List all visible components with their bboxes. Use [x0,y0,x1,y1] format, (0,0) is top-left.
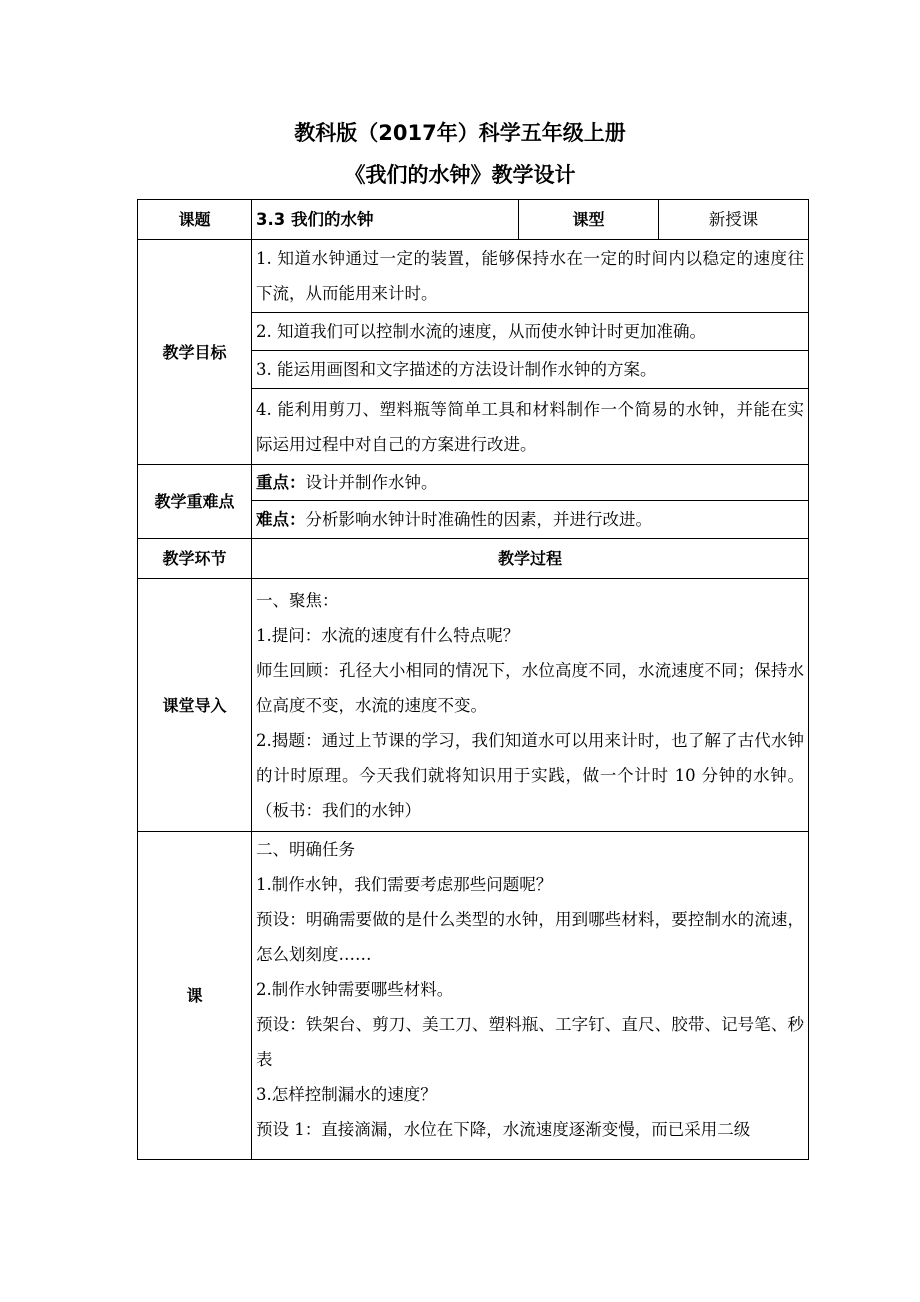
intro-label: 课堂导入 [138,579,252,832]
focus-cell [252,465,809,501]
intro-row [138,579,809,832]
keypoint-row [138,465,809,501]
lesson-line: 2.制作水钟需要哪些材料。 [256,980,454,999]
objective-item-1: 1. 知道水钟通过一定的装置，能够保持水在一定的时间内以稳定的速度往下流，从而能用来计时。 [252,240,809,313]
lesson-line: 预设：铁架台、剪刀、美工刀、塑料瓶、工字钉、直尺、胶带、记号笔、秒表 [256,1015,804,1069]
lesson-plan-table [137,199,809,1160]
lesson-content [252,832,809,1160]
type-value: 新授课 [659,200,809,240]
difficulty-cell [252,501,809,539]
objective-item-2: 2. 知道我们可以控制水流的速度，从而使水钟计时更加准确。 [252,313,809,351]
document-title: 教科版（2017年）科学五年级上册 [294,121,626,145]
intro-content [252,579,809,832]
lesson-label: 课 [138,832,252,1160]
focus-text: 设计并制作水钟。 [305,473,438,492]
intro-line: 一、聚焦： [256,590,339,610]
topic-label: 课题 [138,200,252,240]
objective-item-3: 3. 能运用画图和文字描述的方法设计制作水钟的方案。 [252,351,809,389]
lesson-line: 二、明确任务 [256,840,355,859]
focus-label: 重点： [256,473,306,492]
intro-line: 师生回顾：孔径大小相同的情况下，水位高度不同，水流速度不同；保持水位高度不变，水流的速度不变。 [256,660,804,715]
lesson-line: 预设 1：直接滴漏，水位在下降，水流速度逐渐变慢，而已采用二级 [256,1120,751,1139]
difficulty-label: 难点： [256,510,306,529]
document-subtitle: 《我们的水钟》教学设计 [344,163,576,187]
lesson-line: 预设：明确需要做的是什么类型的水钟，用到哪些材料，要控制水的流速，怎么划刻度…… [256,910,804,964]
objective-item-4: 4. 能利用剪刀、塑料瓶等简单工具和材料制作一个简易的水钟，并能在实际运用过程中对自己的方案进行改进。 [252,389,809,465]
topic-value: 3.3 我们的水钟 [252,200,519,240]
process-label: 教学过程 [252,539,809,579]
intro-line: 2.揭题：通过上节课的学习，我们知道水可以用来计时，也了解了古代水钟的计时原理。今天我们就将知识用于实践，做一个计时 10 分钟的水钟。（板书：我们的水钟） [256,730,804,820]
keypoints-label: 教学重难点 [138,465,252,539]
process-header-row [138,539,809,579]
stage-label: 教学环节 [138,539,252,579]
type-label: 课型 [519,200,659,240]
intro-line: 1.提问：水流的速度有什么特点呢？ [256,625,520,645]
objective-row [138,240,809,313]
topic-row [138,200,809,240]
lesson-line: 3.怎样控制漏水的速度？ [256,1085,437,1104]
difficulty-text: 分析影响水钟计时准确性的因素，并进行改进。 [305,510,652,529]
lesson-line: 1.制作水钟，我们需要考虑那些问题呢？ [256,875,553,894]
objectives-label: 教学目标 [138,240,252,465]
lesson-row [138,832,809,1160]
